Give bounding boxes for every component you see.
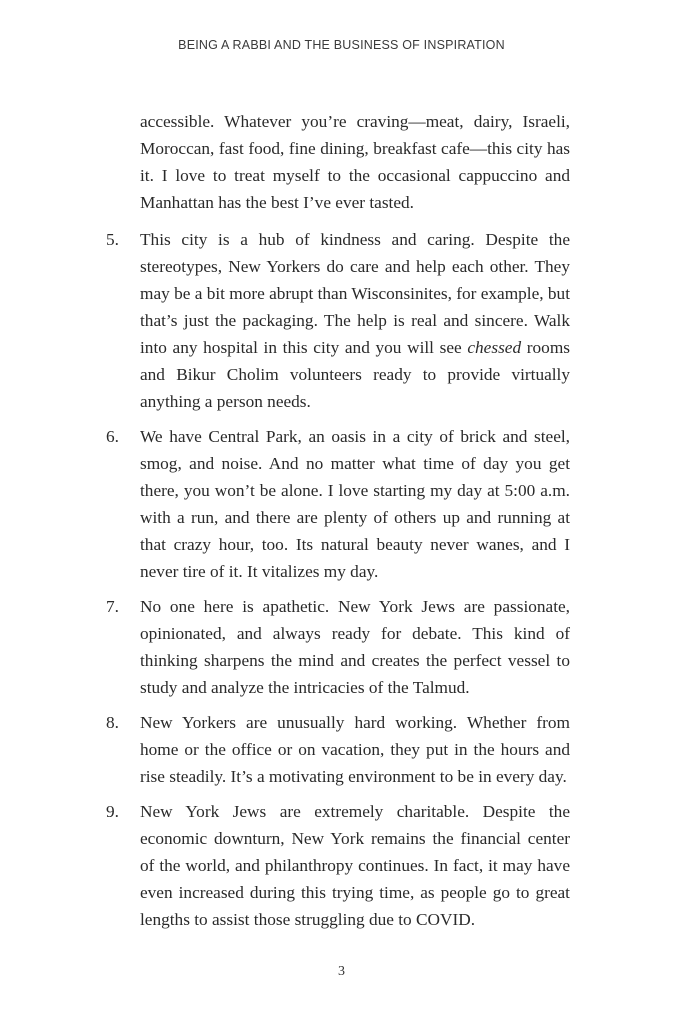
list-item [106,226,570,415]
list-number: 9. [106,802,119,821]
list-item-text-part: rooms and Bikur Cholim volunteers ready to provide virtually anything a person needs. [140,338,570,411]
list-number: 6. [106,427,119,446]
list-item-text: New York Jews are extremely charitable. Despite the economic downturn, New York remains the financial center of the world, and philanthropy continues. In fact, it may have even increased during this trying time, as people go to great lengths to assist those struggling due to COVID. [140,802,570,929]
list-item-text: We have Central Park, an oasis in a city of brick and steel, smog, and noise. And no matter what time of day you get there, you won’t be alone. I love starting my day at 5:00 a.m. with a run, and there are plenty of others up and running at that crazy hour, too. Its natural beauty never wanes, and I never tire of it. It vitalizes my day. [140,427,570,581]
opening-paragraph: accessible. Whatever you’re craving—meat, dairy, Israeli, Moroccan, fast food, fine dining, breakfast cafe—this city has it. I love to treat myself to the occasional cappuccino and Manhattan has the best I’ve ever tasted. [140,112,570,212]
list-number: 5. [106,230,119,249]
list-item [106,593,570,701]
list-item-text [140,226,570,415]
list-item [106,798,570,933]
list-number: 7. [106,597,119,616]
running-head: BEING A RABBI AND THE BUSINESS OF INSPIRATION [178,38,505,52]
list-item [106,423,570,585]
numbered-list [106,226,570,941]
list-item-text: New Yorkers are unusually hard working. Whether from home or the office or on vacation, they put in the hours and rise steadily. It’s a motivating environment to be in every day. [140,713,570,786]
list-item [106,709,570,790]
page-number: 3 [338,964,345,979]
list-item-text-part: This city is a hub of kindness and caring. Despite the stereotypes, New Yorkers do care and help each other. They may be a bit more abrupt than Wisconsinites, for example, but that’s just the packaging. The help is real and sincere. Walk into any hospital in this city and you will see [140,230,570,357]
body-text [140,108,570,216]
italic-term: chessed [467,338,522,357]
list-number: 8. [106,713,119,732]
list-item-text: No one here is apathetic. New York Jews are passionate, opinionated, and always ready for debate. This kind of thinking sharpens the mind and creates the perfect vessel to study and analyze the intricacies of the Talmud. [140,597,570,697]
